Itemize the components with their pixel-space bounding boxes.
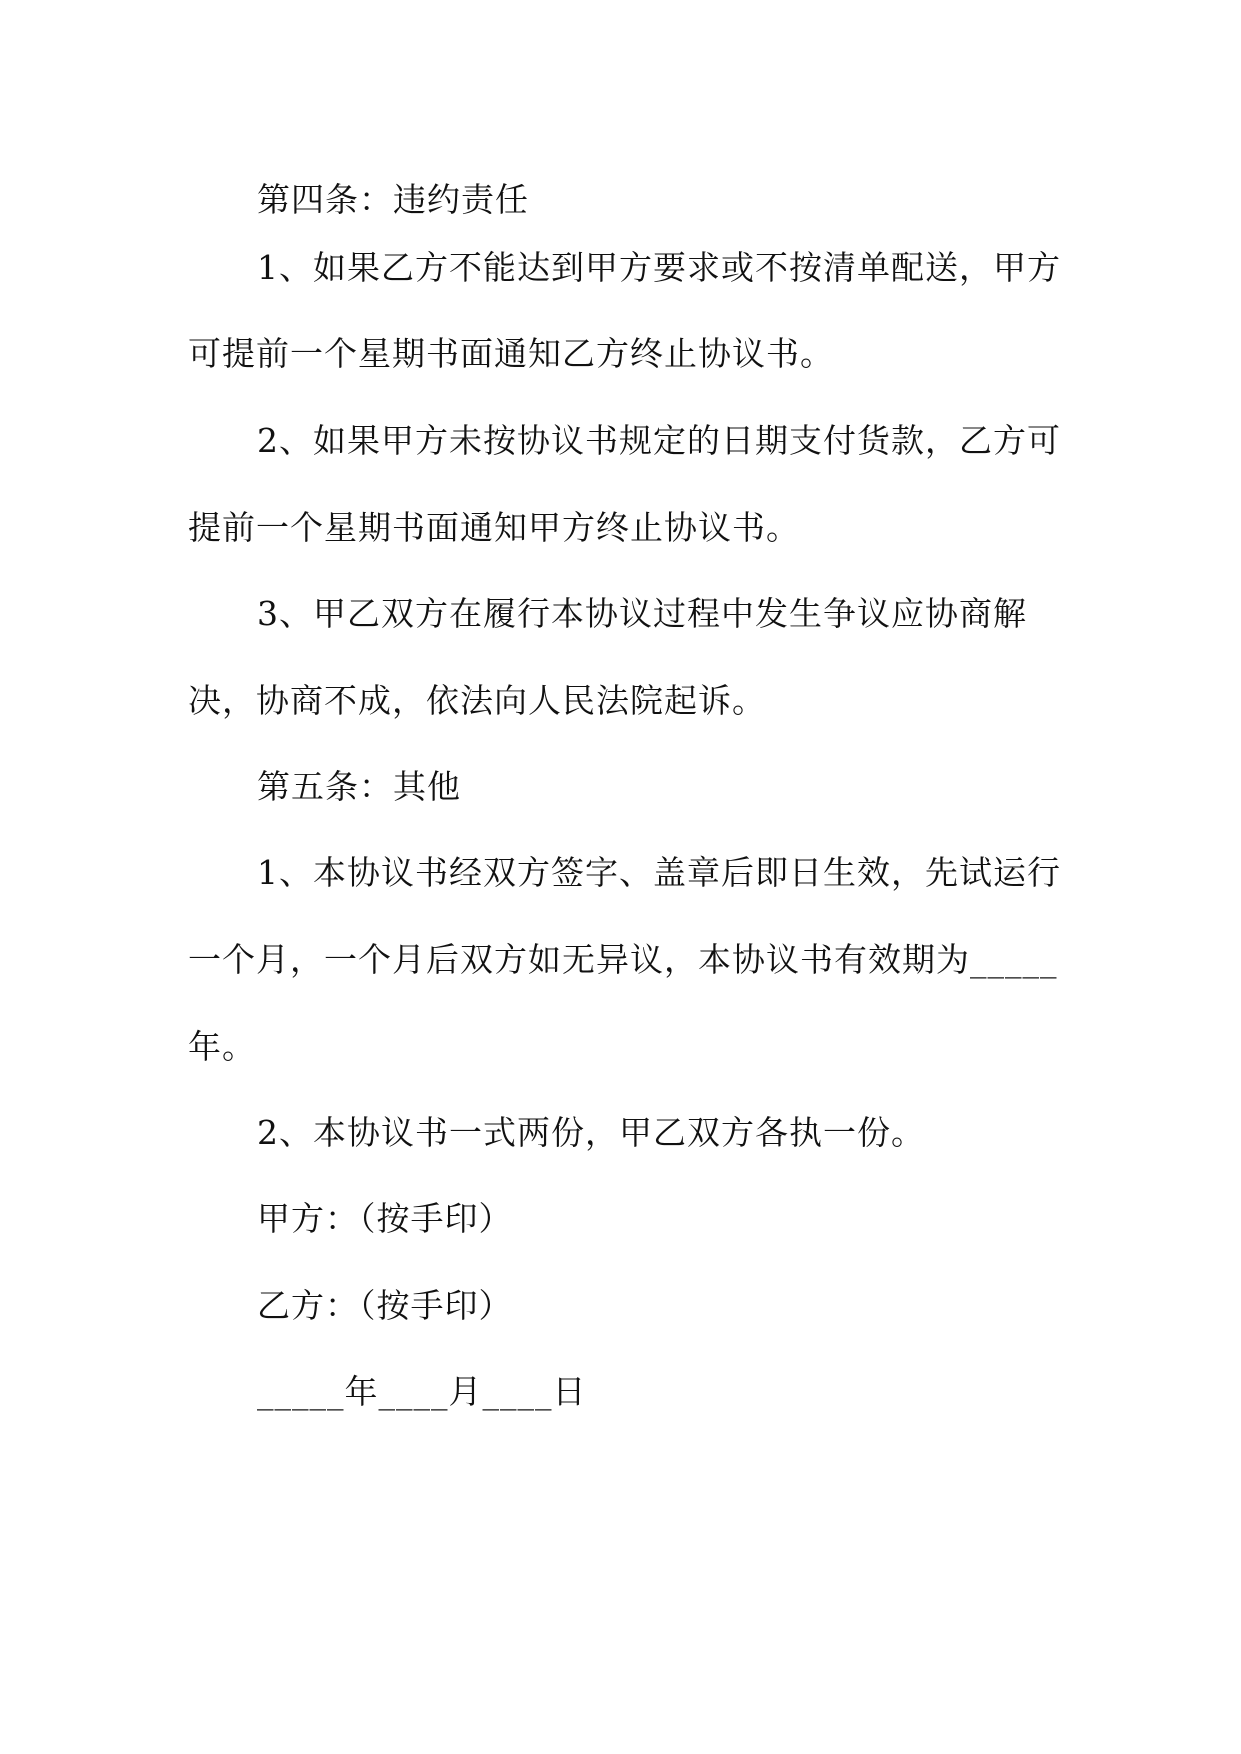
signature-date: _____年____月____日 <box>257 1372 587 1411</box>
article-5-heading: 第五条：其他 <box>257 767 461 806</box>
party-a-signature: 甲方：（按手印） <box>257 1199 513 1238</box>
article-5-clause-1-line-1: 1、本协议书经双方签字、盖章后即日生效，先试运行 <box>257 853 1061 892</box>
article-4-clause-1-line-1: 1、如果乙方不能达到甲方要求或不按清单配送，甲方 <box>257 248 1061 287</box>
article-4-heading: 第四条：违约责任 <box>257 180 529 219</box>
article-5-clause-2-line-1: 2、本协议书一式两份，甲乙双方各执一份。 <box>257 1113 925 1152</box>
article-4-clause-2-line-2: 提前一个星期书面通知甲方终止协议书。 <box>188 508 800 547</box>
article-4-clause-3-line-1: 3、甲乙双方在履行本协议过程中发生争议应协商解 <box>257 594 1027 633</box>
article-5-clause-1-line-2: 一个月，一个月后双方如无异议，本协议书有效期为_____ <box>188 940 1058 979</box>
article-5-clause-1-line-3: 年。 <box>188 1027 256 1066</box>
article-4-clause-2-line-1: 2、如果甲方未按协议书规定的日期支付货款，乙方可 <box>257 421 1061 460</box>
party-b-signature: 乙方：（按手印） <box>257 1286 513 1325</box>
article-4-clause-3-line-2: 决，协商不成，依法向人民法院起诉。 <box>188 681 766 720</box>
article-4-clause-1-line-2: 可提前一个星期书面通知乙方终止协议书。 <box>188 334 834 373</box>
